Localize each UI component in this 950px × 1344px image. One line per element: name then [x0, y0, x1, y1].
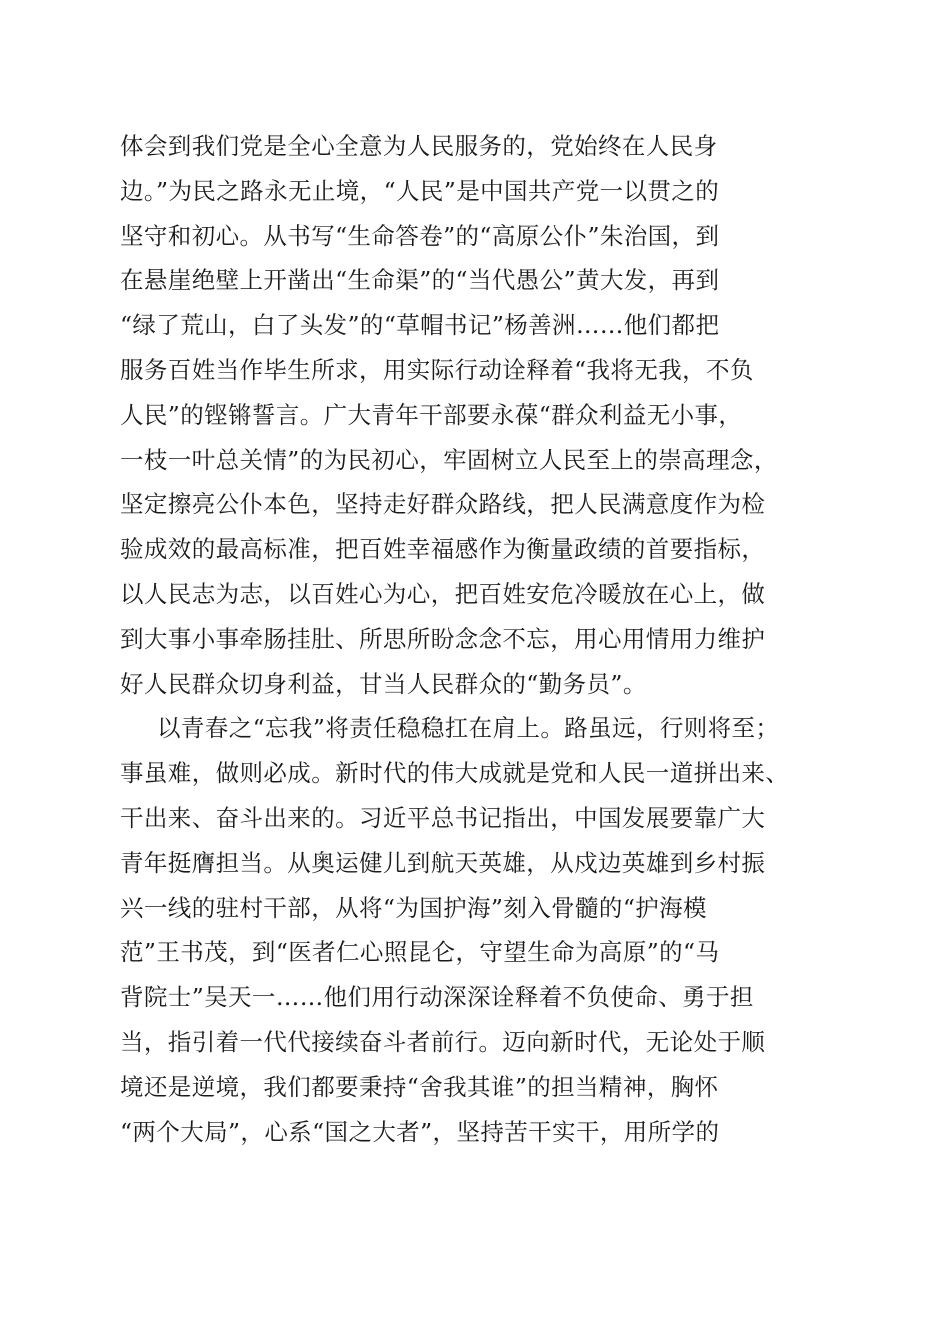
text-line: 背院士”吴天一……他们用行动深深诠释着不负使命、勇于担 — [120, 983, 754, 1012]
text-line-first: 以青春之“忘我”将责任稳稳扛在肩上。路虽远，行则将至； — [157, 714, 780, 743]
text-line: 境还是逆境，我们都要秉持“舍我其谁”的担当精神，胸怀 — [120, 1072, 719, 1101]
text-line: 干出来、奋斗出来的。习近平总书记指出，中国发展要靠广大 — [120, 803, 766, 832]
text-line: 到大事小事牵肠挂肚、所思所盼念念不忘，用心用情用力维护 — [120, 624, 766, 653]
text-line: 以人民志为志，以百姓心为心，把百姓安危冷暖放在心上，做 — [120, 579, 766, 608]
text-line: 范”王书茂，到“医者仁心照昆仑，守望生命为高原”的“马 — [120, 938, 720, 967]
paragraph-responsibility — [120, 706, 840, 1154]
text-line: 验成效的最高标准，把百姓幸福感作为衡量政绩的首要指标， — [120, 535, 766, 564]
text-line: 好人民群众切身利益，甘当人民群众的“勤务员”。 — [120, 669, 647, 698]
text-line: 一枝一叶总关情”的为民初心，牢固树立人民至上的崇高理念， — [120, 445, 778, 474]
text-line: 兴一线的驻村干部，从将“为国护海”刻入骨髓的“护海模 — [120, 893, 707, 922]
text-line: 在悬崖绝壁上开凿出“生命渠”的“当代愚公”黄大发，再到 — [120, 266, 720, 295]
text-line: 服务百姓当作毕生所求，用实际行动诠释着“我将无我，不负 — [120, 355, 754, 384]
text-line: “绿了荒山，白了头发”的“草帽书记”杨善洲……他们都把 — [120, 311, 720, 340]
text-line: “两个大局”，心系“国之大者”，坚持苦干实干，用所学的 — [120, 1117, 720, 1146]
text-line: 边。”为民之路永无止境，“人民”是中国共产党一以贯之的 — [120, 176, 720, 205]
text-line: 当，指引着一代代接续奋斗者前行。迈向新时代，无论处于顺 — [120, 1027, 766, 1056]
text-line: 青年挺膺担当。从奥运健儿到航天英雄，从戍边英雄到乡村振 — [120, 848, 766, 877]
paragraph-service-to-people — [120, 124, 840, 706]
text-line: 体会到我们党是全心全意为人民服务的，党始终在人民身 — [120, 132, 718, 160]
text-line: 人民”的铿锵誓言。广大青年干部要永葆“群众利益无小事， — [120, 400, 743, 429]
text-line: 事虽难，做则必成。新时代的伟大成就是党和人民一道拼出来、 — [120, 759, 790, 788]
text-line: 坚定擦亮公仆本色，坚持走好群众路线，把人民满意度作为检 — [120, 490, 766, 519]
text-line: 坚守和初心。从书写“生命答卷”的“高原公仆”朱治国，到 — [120, 221, 720, 250]
document-body — [120, 124, 840, 1154]
